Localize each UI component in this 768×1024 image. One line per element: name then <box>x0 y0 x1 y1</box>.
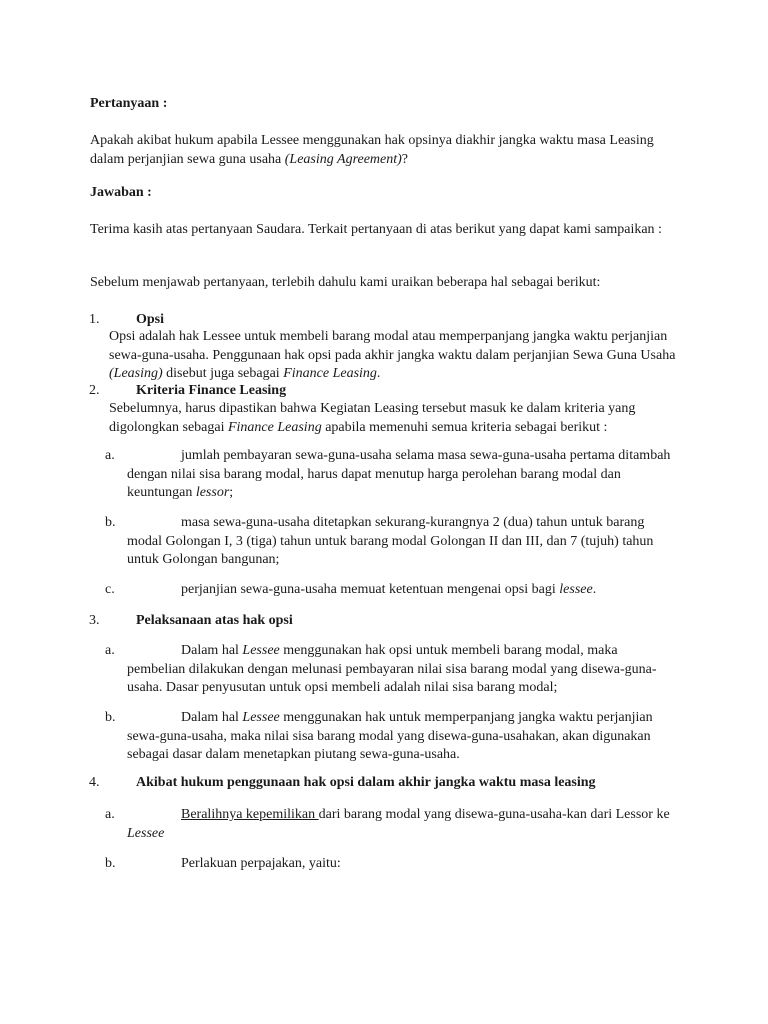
item-number: 1. <box>89 312 100 327</box>
sub-item-letter: b. <box>105 710 116 725</box>
question-heading: Pertanyaan : <box>90 96 168 111</box>
sub-item-text: Beralihnya kepemilikan dari barang modal yang disewa-guna-usaha-kan dari Lessor ke Lessee <box>127 807 670 841</box>
answer-heading: Jawaban : <box>90 185 152 200</box>
sub-item-letter: a. <box>105 807 115 822</box>
item-title: Akibat hukum penggunaan hak opsi dalam akhir jangka waktu masa leasing <box>136 775 596 790</box>
item-body: Opsi adalah hak Lessee untuk membeli barang modal atau memperpanjang jangka waktu perjanjian sewa-guna-usaha. Penggunaan hak opsi pada akhir jangka waktu dalam perjanjian Sewa Guna Usaha (Leasing) disebut juga sebagai Finance Leasing. <box>109 329 676 381</box>
sub-item-text: jumlah pembayaran sewa-guna-usaha selama masa sewa-guna-usaha pertama ditambah dengan nilai sisa barang modal, harus dapat menutup harga perolehan barang modal dan keuntungan lessor; <box>127 448 671 500</box>
sub-item-letter: a. <box>105 643 115 658</box>
sub-item-text: perjanjian sewa-guna-usaha memuat ketentuan mengenai opsi bagi lessee. <box>181 582 597 597</box>
sub-item-text: Dalam hal Lessee menggunakan hak opsi untuk membeli barang modal, maka pembelian dilakukan dengan melunasi pembayaran nilai sisa barang modal yang disewa-guna-usaha. Dasar penyusutan untuk opsi membeli adalah nilai sisa barang modal; <box>127 643 657 695</box>
sub-item-letter: b. <box>105 856 116 871</box>
sub-item-text: masa sewa-guna-usaha ditetapkan sekurang-kurangnya 2 (dua) tahun untuk barang modal Golongan I, 3 (tiga) tahun untuk barang modal Golongan II dan III, dan 7 (tujuh) tahun untuk Golongan bangunan; <box>127 515 654 567</box>
item-number: 4. <box>89 775 100 790</box>
sub-item-text: Perlakuan perpajakan, yaitu: <box>181 856 341 871</box>
item-number: 2. <box>89 383 100 398</box>
sub-item-letter: b. <box>105 515 116 530</box>
sub-item-letter: a. <box>105 448 115 463</box>
item-body: Sebelumnya, harus dipastikan bahwa Kegiatan Leasing tersebut masuk ke dalam kriteria yang digolongkan sebagai Finance Leasing apabila memenuhi semua kriteria sebagai berikut : <box>109 401 636 435</box>
answer-lead: Sebelum menjawab pertanyaan, terlebih dahulu kami uraikan beberapa hal sebagai berikut: <box>90 275 601 290</box>
item-title: Pelaksanaan atas hak opsi <box>136 613 293 628</box>
sub-item-text: Dalam hal Lessee menggunakan hak untuk memperpanjang jangka waktu perjanjian sewa-guna-usaha, maka nilai sisa barang modal yang disewa-guna-usahakan, akan digunakan sebagai dasar dalam menetapkan piutang sewa-guna-usaha. <box>127 710 653 762</box>
question-text: Apakah akibat hukum apabila Lessee menggunakan hak opsinya diakhir jangka waktu masa Leasing dalam perjanjian sewa guna usaha (Leasing Agreement)? <box>90 133 654 167</box>
item-number: 3. <box>89 613 100 628</box>
item-title: Kriteria Finance Leasing <box>136 383 287 398</box>
sub-item-letter: c. <box>105 582 115 597</box>
answer-intro: Terima kasih atas pertanyaan Saudara. Terkait pertanyaan di atas berikut yang dapat kami sampaikan : <box>90 222 662 237</box>
item-title: Opsi <box>136 312 165 327</box>
